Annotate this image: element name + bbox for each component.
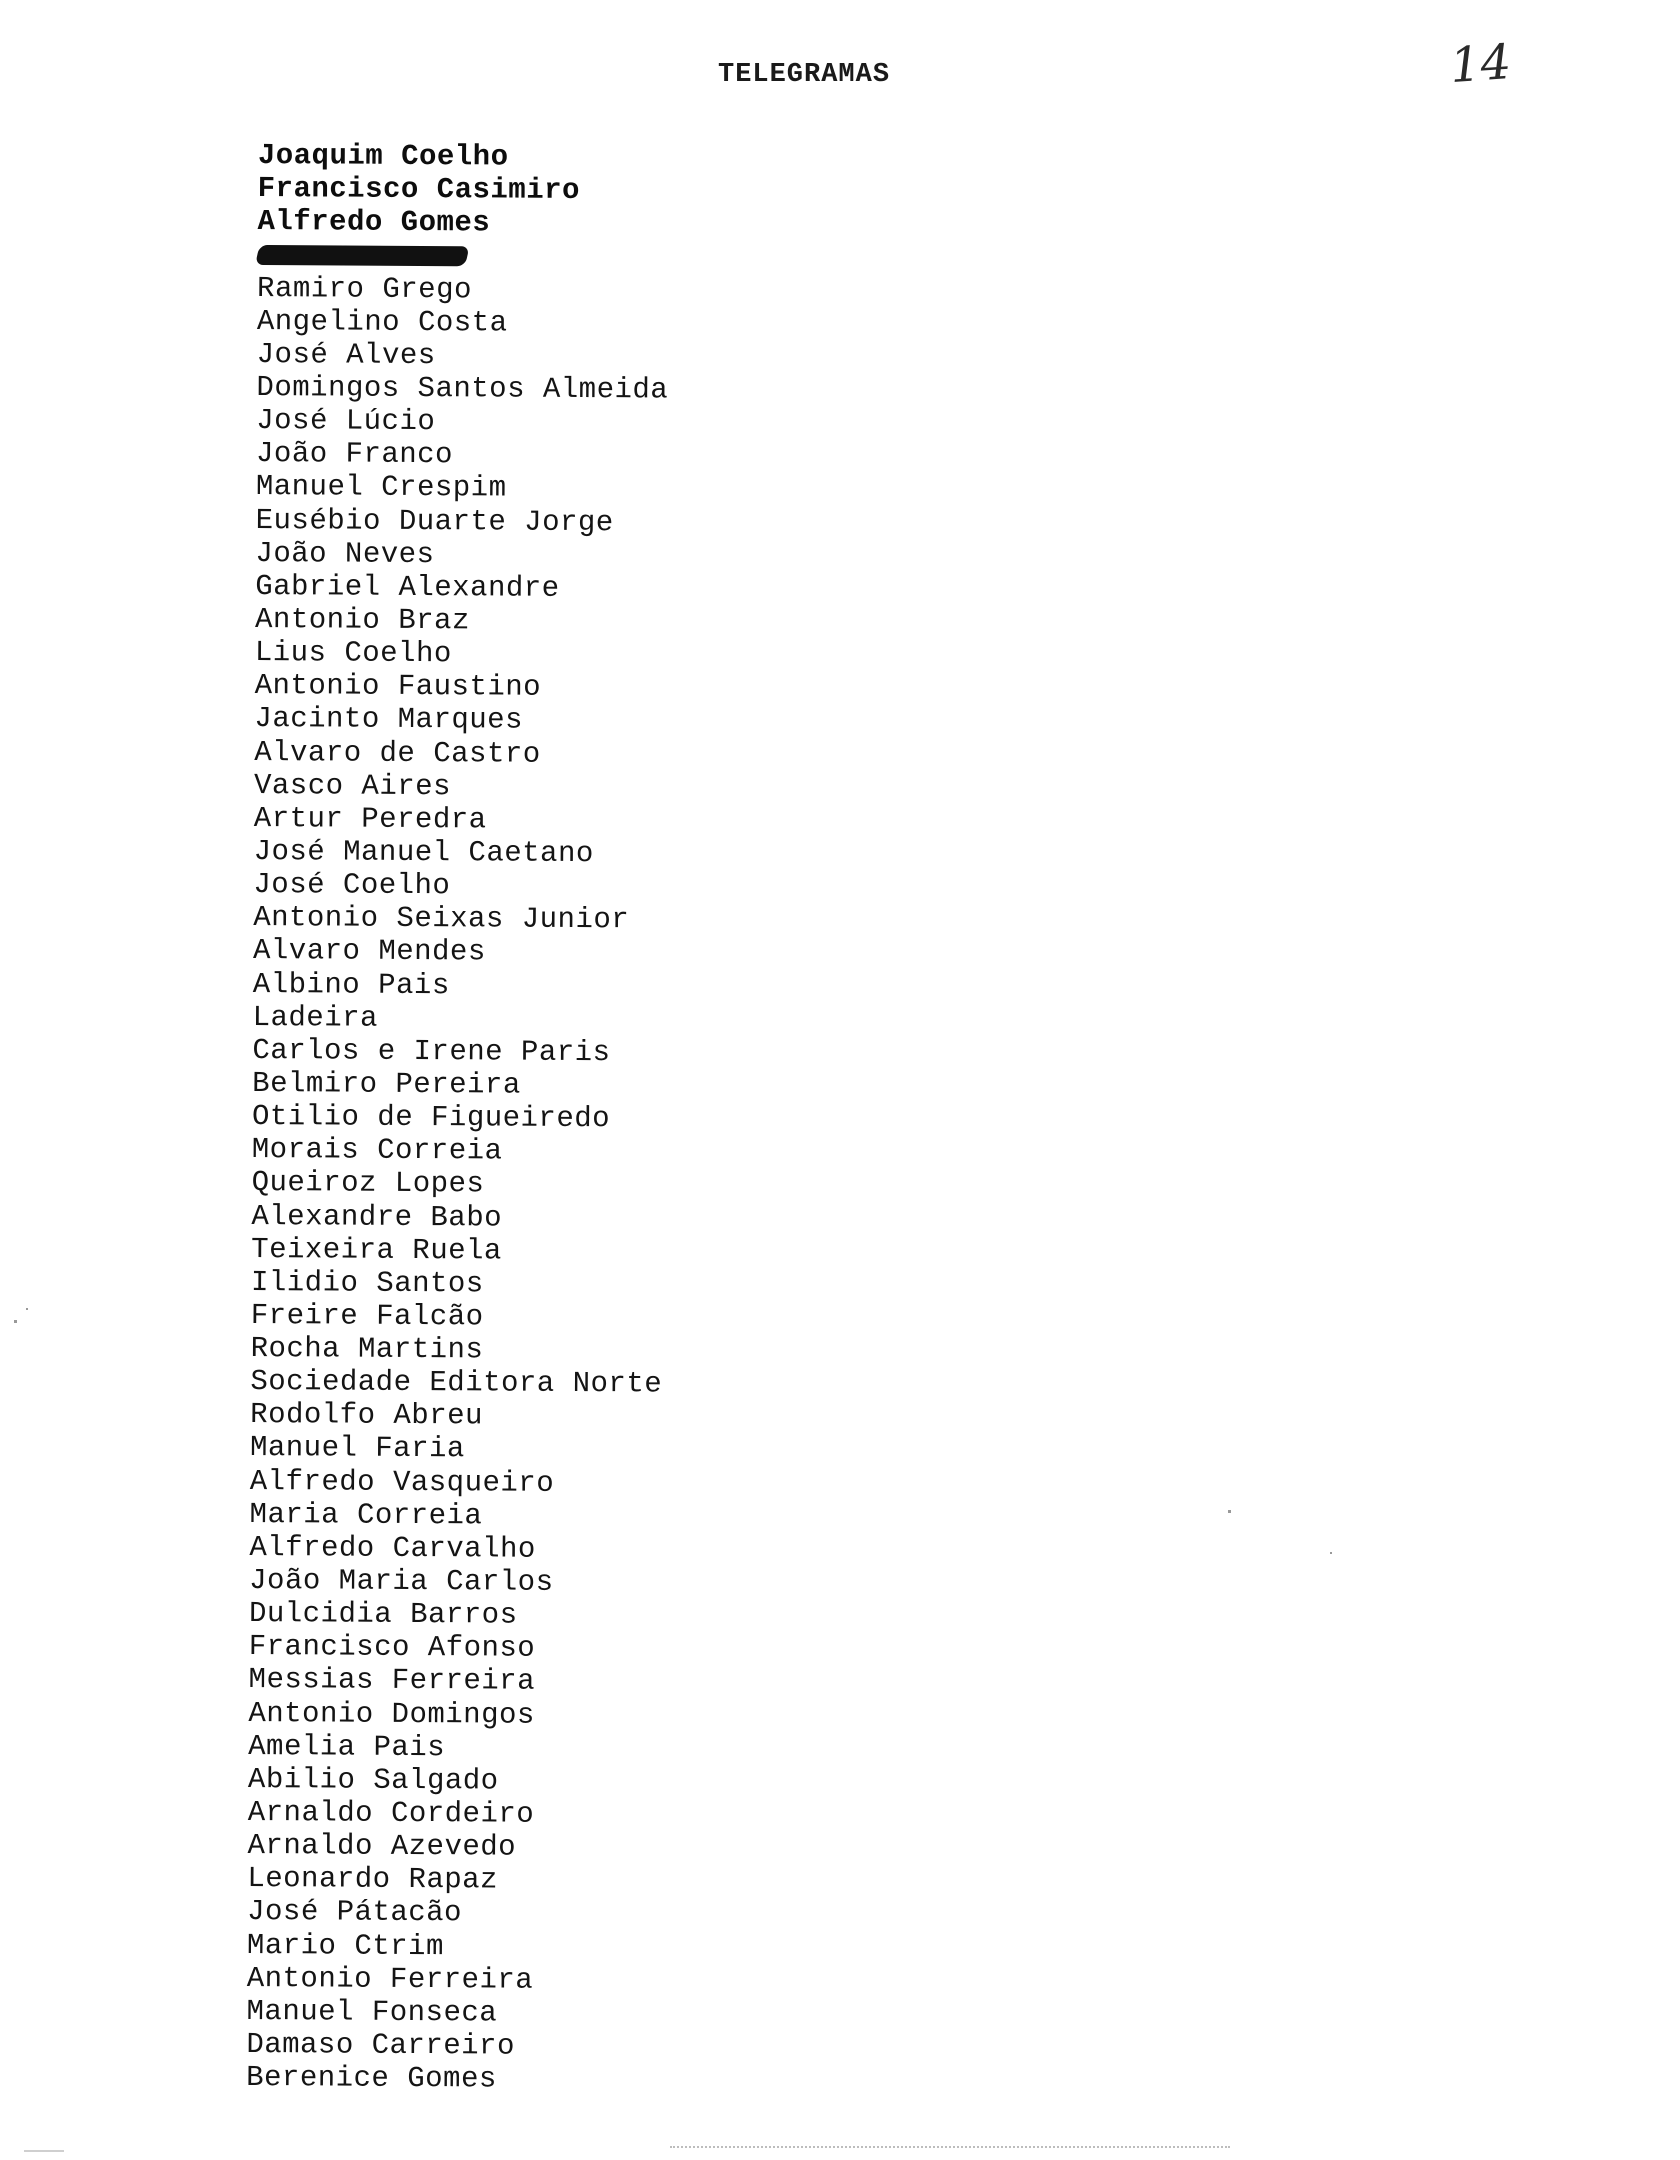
sender-name: Morais Correia	[251, 1133, 503, 1168]
scan-edge-mark	[24, 2150, 64, 2152]
sender-name: Ilidio Santos	[250, 1265, 484, 1301]
sender-name: Maria Correia	[249, 1497, 483, 1533]
sender-name: Manuel Fonseca	[246, 1994, 498, 2030]
sender-name: João Franco	[255, 437, 454, 472]
scan-speck	[14, 1320, 17, 1323]
sender-name: Alfredo Carvalho	[249, 1530, 536, 1566]
sender-name: Arnaldo Azevedo	[247, 1829, 517, 1864]
sender-name: Francisco Casimiro	[257, 172, 581, 208]
sender-name: José Alves	[256, 337, 436, 372]
sender-name: Abilio Salgado	[247, 1762, 499, 1798]
sender-name: Antonio Braz	[254, 602, 471, 638]
handwritten-page-number: 14	[1448, 33, 1513, 95]
sender-name: Lius Coelho	[254, 636, 452, 671]
sender-name: Sociedade Editora Norte	[250, 1365, 663, 1401]
sender-name: Rocha Martins	[250, 1332, 484, 1367]
sender-name: Alvaro Mendes	[252, 934, 486, 969]
sender-name: Belmiro Pereira	[252, 1066, 521, 1102]
sender-name: Alfredo Vasqueiro	[249, 1464, 555, 1500]
sender-name: Artur Peredra	[253, 801, 487, 837]
scan-speck	[1330, 1552, 1332, 1554]
sender-name: Eusébio Duarte Jorge	[255, 503, 614, 539]
sender-name: Dulcidia Barros	[248, 1597, 518, 1632]
sender-name: Damaso Carreiro	[246, 2027, 516, 2063]
document-title: TELEGRAMAS	[718, 60, 891, 90]
sender-name: Leonardo Rapaz	[247, 1862, 499, 1897]
scan-speck	[1228, 1510, 1231, 1513]
sender-name: Teixeira Ruela	[251, 1232, 502, 1268]
sender-name: Antonio Faustino	[254, 669, 542, 704]
sender-name: Francisco Afonso	[248, 1630, 536, 1666]
sender-name: Vasco Aires	[253, 768, 452, 803]
sender-name: Ladeira	[252, 1000, 379, 1035]
sender-name: José Manuel Caetano	[253, 834, 594, 871]
sender-name: Antonio Seixas Junior	[253, 901, 630, 937]
sender-name: José Coelho	[253, 868, 451, 903]
sender-name: Freire Falcão	[250, 1298, 484, 1334]
sender-name: Antonio Domingos	[248, 1696, 535, 1732]
sender-name: Rodolfo Abreu	[250, 1398, 484, 1433]
sender-name: Joaquim Coelho	[257, 139, 509, 174]
scan-speck	[26, 1308, 28, 1310]
scan-edge-dots	[670, 2146, 1230, 2150]
sender-name: Queiroz Lopes	[251, 1166, 485, 1201]
sender-name: Alfredo Gomes	[257, 205, 491, 240]
sender-name: João Neves	[255, 536, 435, 571]
sender-name: Domingos Santos Almeida	[256, 370, 669, 407]
sender-name: Gabriel Alexandre	[255, 569, 560, 605]
sender-name: Alvaro de Castro	[254, 735, 541, 771]
sender-name: Albino Pais	[252, 967, 450, 1002]
sender-name: Carlos e Irene Paris	[252, 1033, 611, 1069]
sender-name: Jacinto Marques	[254, 702, 524, 738]
ink-strikeout	[255, 245, 469, 266]
sender-name: Manuel Faria	[249, 1431, 465, 1466]
sender-name: Mario Ctrim	[246, 1928, 445, 1963]
sender-name: Antonio Ferreira	[246, 1961, 534, 1997]
sender-name: Manuel Crespim	[255, 470, 507, 505]
sender-name: Messias Ferreira	[248, 1663, 536, 1699]
sender-name: Ramiro Grego	[256, 271, 473, 306]
sender-name: Angelino Costa	[256, 304, 508, 340]
sender-name: José Lúcio	[256, 404, 436, 439]
sender-name: Alexandre Babo	[251, 1199, 503, 1235]
struck-out-entry	[257, 238, 669, 274]
sender-name: Arnaldo Cordeiro	[247, 1796, 535, 1831]
sender-name: Berenice Gomes	[246, 2061, 497, 2096]
sender-name: João Maria Carlos	[249, 1564, 554, 1599]
sender-name: Otilio de Figueiredo	[251, 1100, 611, 1136]
sender-name: Amelia Pais	[248, 1729, 446, 1764]
telegram-sender-list	[246, 139, 670, 2097]
sender-name: José Pátacão	[247, 1895, 463, 1930]
